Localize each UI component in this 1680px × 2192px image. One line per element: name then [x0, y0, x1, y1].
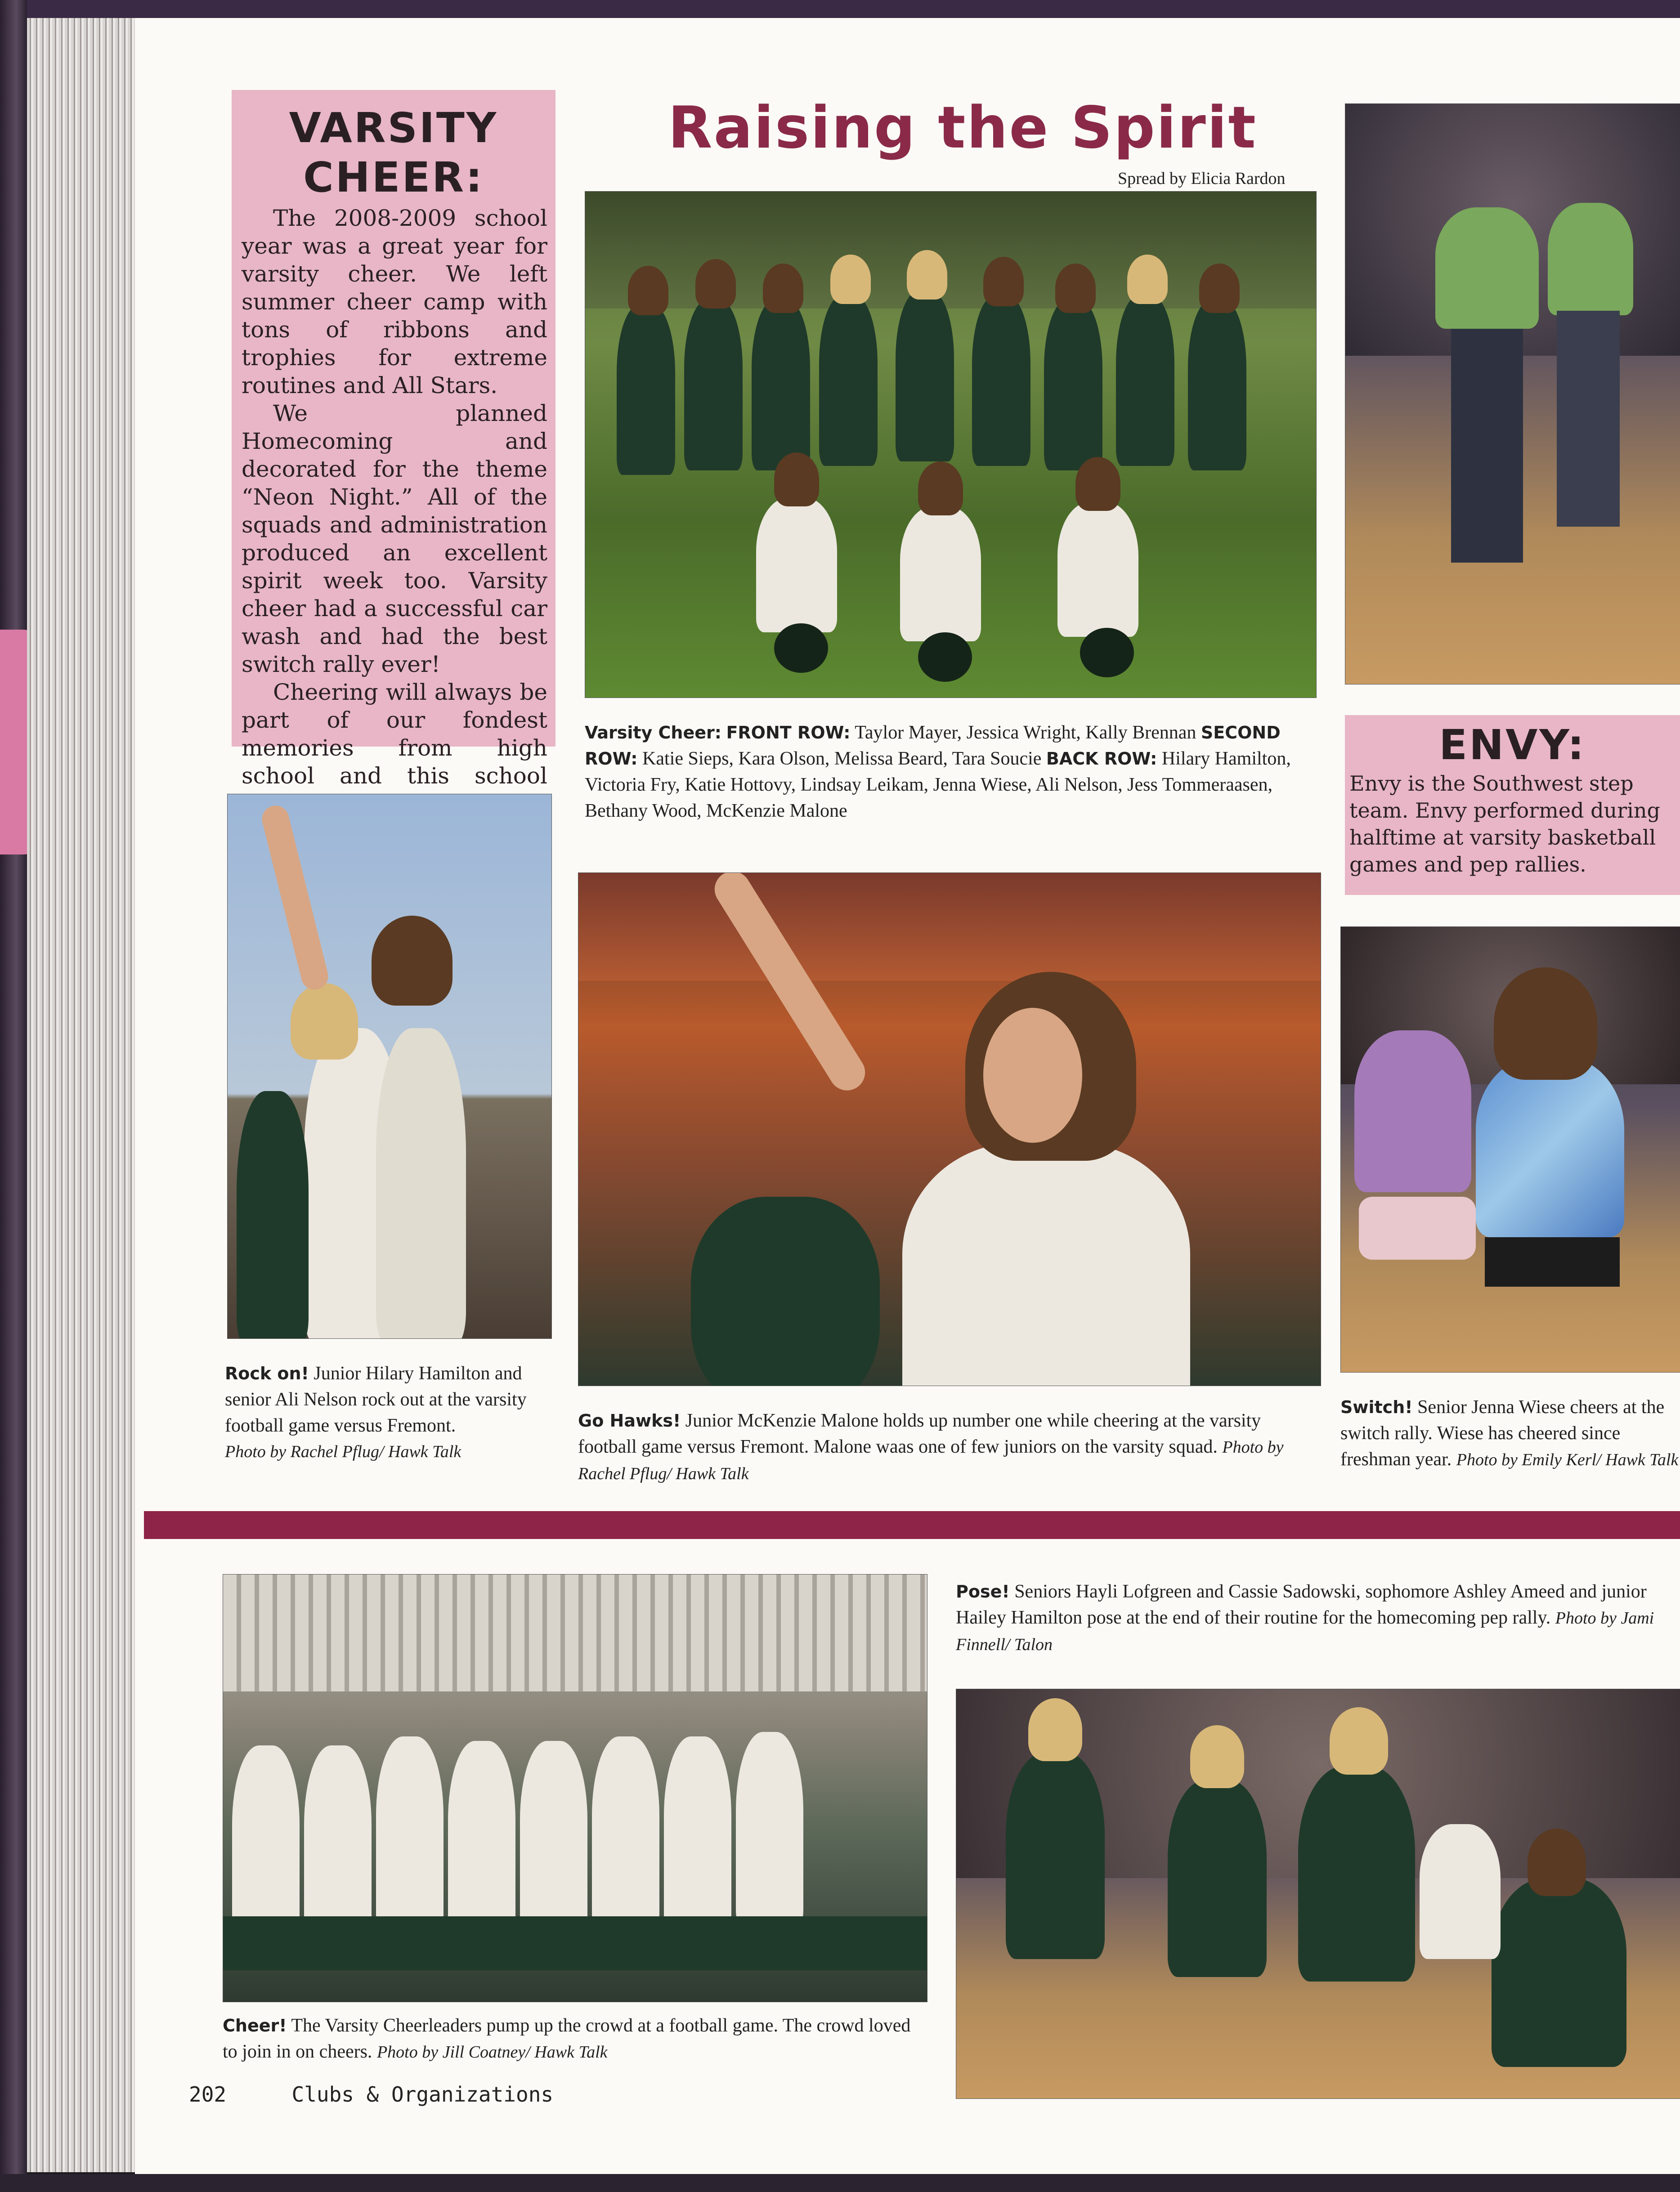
cheer-photo — [223, 1574, 927, 2002]
pose-caption — [956, 1579, 1680, 1658]
green-shirt-performer — [1435, 207, 1539, 329]
page-folio — [189, 2082, 553, 2107]
head — [1075, 457, 1120, 511]
head — [1190, 1725, 1244, 1788]
head — [1199, 264, 1240, 313]
caption-lead: Switch! — [1340, 1397, 1413, 1417]
team-photo — [585, 191, 1317, 698]
section-divider — [144, 1511, 1680, 1539]
stadium-railing — [223, 1575, 927, 1691]
head — [628, 266, 668, 315]
head — [763, 264, 803, 313]
caption-text: Senior Jenna Wiese cheers at the switch rally. Wiese has cheered since freshman year. — [1340, 1397, 1665, 1470]
tie-dye-shirt — [1354, 1030, 1471, 1192]
cheerleader-figure — [900, 506, 981, 641]
envy-body: Envy is the Southwest step team. Envy performed during halftime at varsity basketball games and pep rallies. — [1349, 771, 1660, 877]
page-number: 202 — [189, 2082, 227, 2107]
cheerleader-figure — [448, 1741, 515, 1939]
jersey-figure — [1420, 1824, 1501, 1959]
head — [372, 916, 452, 1006]
head — [1127, 255, 1168, 304]
head — [1028, 1698, 1082, 1761]
pose-photo — [956, 1689, 1680, 2099]
photo-credit: Photo by Jill Coatney/ Hawk Talk — [376, 2043, 608, 2062]
cheerleader-figure — [972, 295, 1030, 466]
page-stack-edges — [27, 18, 144, 2172]
cheerleader-figure — [304, 1745, 372, 1943]
head — [1528, 1829, 1586, 1896]
pom-pom — [918, 632, 972, 682]
green-shirt-performer — [1548, 203, 1633, 315]
head — [695, 259, 736, 309]
cheerleader-figure — [1006, 1752, 1105, 1959]
book-binding — [0, 0, 27, 2192]
book-bottom-edge — [0, 2174, 1680, 2192]
head — [1055, 264, 1096, 313]
head — [907, 250, 947, 300]
caption-lead: Pose! — [956, 1582, 1010, 1602]
caption-text: Junior McKenzie Malone holds up number one while cheering at the varsity football game versus Fremont. Malone waas one of few juniors on the varsity squad. — [578, 1410, 1261, 1457]
pom-pom — [774, 623, 828, 673]
page-title: Raising the Spirit — [668, 94, 1257, 161]
section-name: Clubs & Organizations — [291, 2082, 554, 2107]
cheerleader-figure — [752, 300, 810, 470]
envy-heading: ENVY: — [1439, 721, 1586, 769]
cheerleader-figure — [1298, 1766, 1415, 1982]
skirts-row — [223, 1916, 927, 1970]
pom-pom — [1080, 628, 1134, 677]
go-hawks-photo — [578, 872, 1321, 1386]
varsity-cheer-heading-line1: VARSITY — [289, 104, 498, 152]
cheer-caption — [223, 2013, 927, 2065]
cheerleader-figure — [592, 1736, 659, 1934]
row2-label: SECOND ROW: — [585, 723, 1281, 769]
cheerleader-figure — [520, 1741, 587, 1939]
skirt — [1485, 1237, 1620, 1287]
varsity-cheer-heading-line2: CHEER: — [303, 153, 484, 201]
cheerleader-figure — [1492, 1878, 1626, 2067]
cheerleader-figure — [736, 1732, 803, 1930]
face — [983, 1008, 1082, 1143]
caption-text: Seniors Hayli Lofgreen and Cassie Sadowski, sophomore Ashley Ameed and junior Hailey Hamilton pose at the end of their routine for the homecoming pep rally. — [956, 1581, 1647, 1628]
caption-text: Junior Hilary Hamilton and senior Ali Nelson rock out at the varsity football game versus Fremont. — [225, 1363, 527, 1436]
row1-names: Taylor Mayer, Jessica Wright, Kally Brennan — [855, 722, 1196, 743]
caption-lead: Rock on! — [225, 1364, 309, 1383]
cheerleader-figure — [1057, 502, 1138, 637]
raised-arm — [259, 803, 331, 993]
caption-lead: Cheer! — [223, 2016, 287, 2035]
switch-caption — [1340, 1394, 1680, 1473]
envy-box — [1345, 715, 1680, 895]
varsity-cheer-paragraph-3: Cheering will always be part of our fondest memories from high school and this school — [242, 679, 547, 789]
cheerleader-figure — [1168, 1779, 1267, 1977]
rock-on-caption — [225, 1360, 553, 1465]
varsity-cheer-paragraph-1: The 2008-2009 school year was a great year for varsity cheer. We left summer cheer camp with tons of ribbons and trophies for extreme routines and All Stars. — [242, 205, 547, 398]
photo-credit: Photo by Emily Kerl/ Hawk Talk — [1456, 1450, 1679, 1469]
cheerleader-figure — [819, 295, 878, 466]
varsity-cheer-paragraph-2: We planned Homecoming and decorated for the theme “Neon Night.” All of the squads and administration produced an excellent spirit week too. Varsity cheer had a successful car wash and had the best switch rally ever! — [242, 400, 547, 677]
jeans — [1557, 311, 1620, 527]
head — [291, 983, 358, 1060]
go-hawks-caption — [578, 1408, 1320, 1487]
envy-rally-photo — [1345, 103, 1680, 684]
caption-lead: Varsity Cheer: — [585, 723, 721, 743]
row1-label: FRONT ROW: — [726, 723, 851, 743]
head — [1494, 967, 1597, 1080]
head — [830, 255, 871, 304]
head — [774, 452, 819, 506]
team-photo-caption — [585, 720, 1316, 824]
row2-names: Katie Sieps, Kara Olson, Melissa Beard, Tara Soucie — [642, 748, 1042, 769]
cheerleader-figure — [664, 1736, 731, 1934]
tutu — [1359, 1197, 1476, 1260]
caption-text: The Varsity Cheerleaders pump up the crowd at a football game. The crowd loved to join in on cheers. — [223, 2015, 911, 2062]
cheerleader-figure — [376, 1736, 444, 1934]
cheerleader-figure — [756, 497, 837, 632]
cheerleader-figure — [1188, 300, 1246, 470]
cheerleader-figure — [1044, 300, 1102, 470]
bleacher-background — [578, 873, 1321, 981]
cheerleader-figure — [1116, 295, 1174, 466]
row3-names: Hilary Hamilton, Victoria Fry, Katie Hottovy, Lindsay Leikam, Jenna Wiese, Ali Nelson, Jess Tommeraasen, Bethany Wood, McKenzie Malone — [585, 748, 1291, 821]
book-top-edge — [0, 0, 1680, 18]
cheerleader-figure — [617, 304, 675, 475]
photo-credit: Photo by Jami Finnell/ Talon — [956, 1609, 1654, 1654]
photo-credit: Photo by Rachel Pflug/ Hawk Talk — [578, 1438, 1284, 1483]
caption-lead: Go Hawks! — [578, 1411, 681, 1431]
cheerleader-figure — [902, 1143, 1190, 1386]
byline: Spread by Elicia Rardon — [1118, 169, 1286, 188]
photo-credit: Photo by Rachel Pflug/ Hawk Talk — [225, 1442, 461, 1461]
switch-photo — [1340, 926, 1680, 1373]
tie-dye-shirt — [1476, 1057, 1624, 1237]
cheerleader-figure — [237, 1091, 309, 1339]
head — [918, 461, 963, 515]
head — [983, 257, 1024, 306]
cheerleader-figure — [684, 300, 743, 470]
varsity-cheer-box — [232, 90, 556, 789]
cheerleader-figure — [232, 1745, 300, 1943]
jeans — [1451, 329, 1523, 563]
yearbook-page — [135, 18, 1680, 2174]
cheerleader-figure — [896, 291, 954, 461]
row3-label: BACK ROW: — [1046, 749, 1157, 769]
cheerleader-figure — [691, 1197, 880, 1386]
rock-on-photo — [227, 794, 552, 1339]
cheerleader-figure — [376, 1028, 466, 1339]
head — [1330, 1707, 1388, 1775]
